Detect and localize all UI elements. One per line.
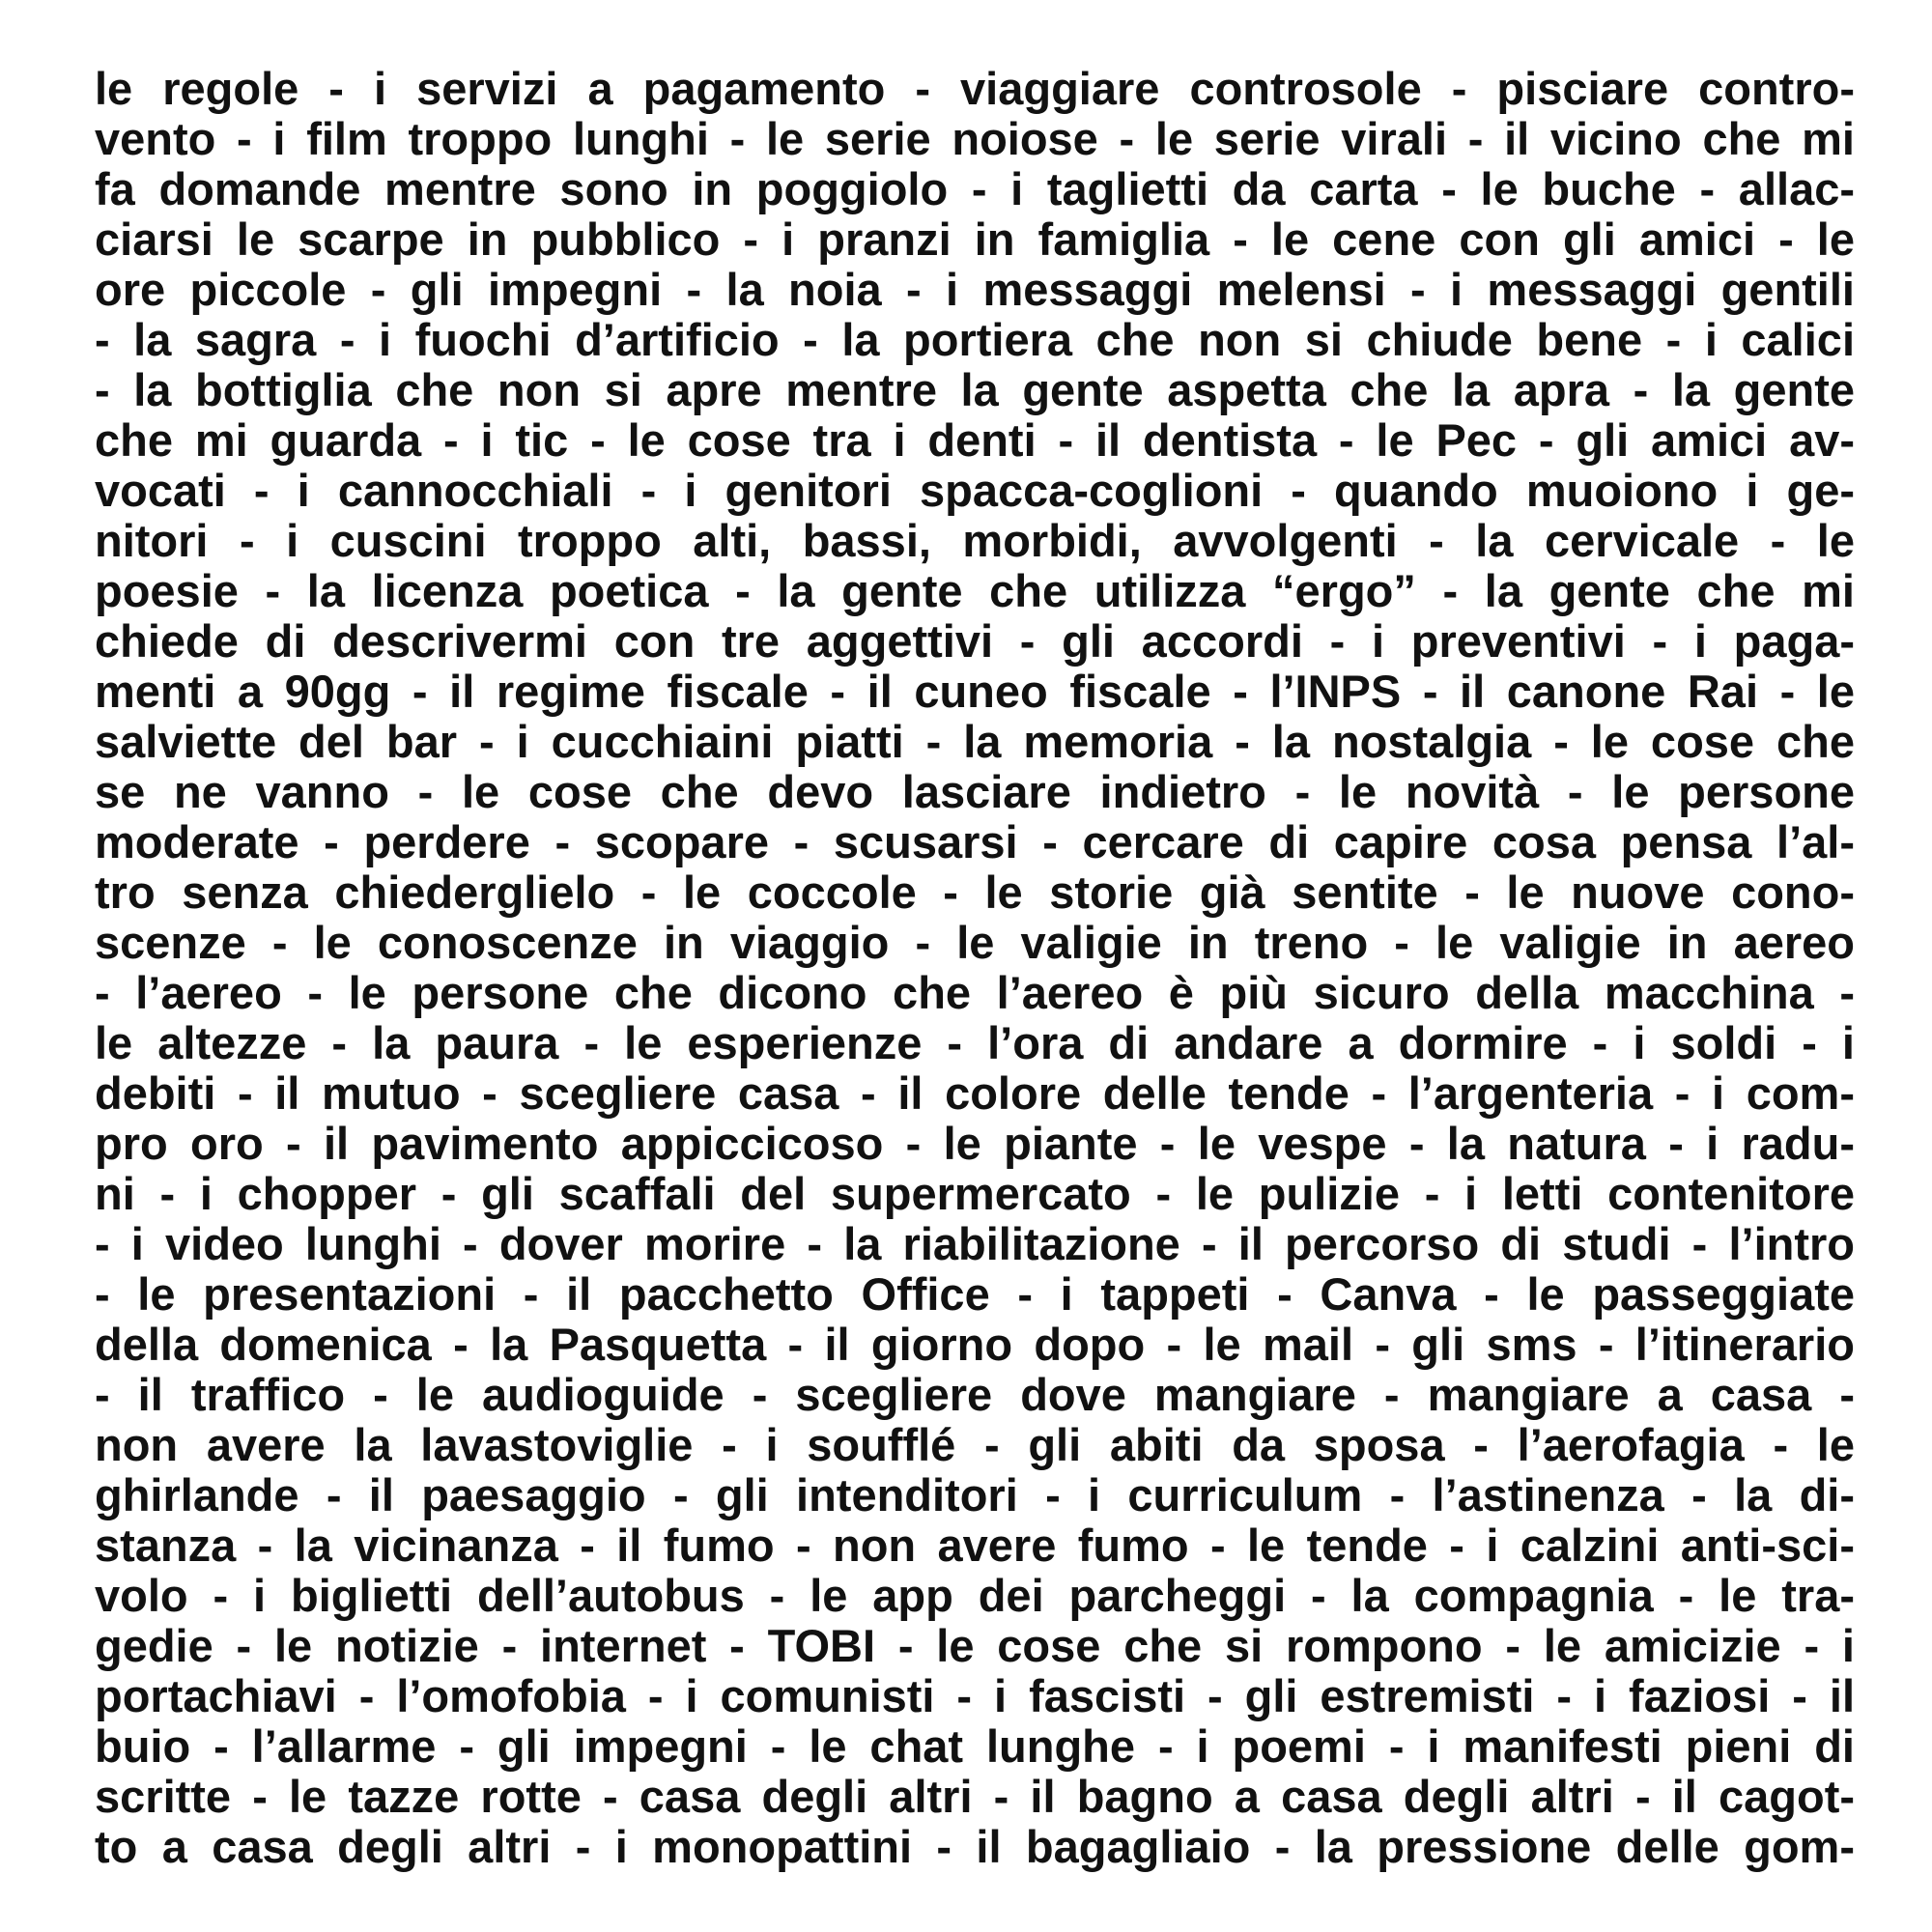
text-line: le regole - i servizi a pagamento - viaggiare controsole - pisciare contro- [95, 64, 1855, 114]
text-line: - l’aereo - le persone che dicono che l’aereo è più sicuro della macchina - [95, 968, 1855, 1018]
text-line: ghirlande - il paesaggio - gli intenditori - i curriculum - l’astinenza - la di- [95, 1470, 1855, 1520]
text-line: salviette del bar - i cucchiaini piatti - la memoria - la nostalgia - le cose che [95, 717, 1855, 767]
list-text-block [95, 64, 1855, 1872]
text-line: se ne vanno - le cose che devo lasciare indietro - le novità - le persone [95, 767, 1855, 817]
text-line: ore piccole - gli impegni - la noia - i messaggi melensi - i messaggi gentili [95, 265, 1855, 315]
text-line: moderate - perdere - scopare - scusarsi - cercare di capire cosa pensa l’al- [95, 817, 1855, 867]
text-line: scenze - le conoscenze in viaggio - le valigie in treno - le valigie in aereo [95, 918, 1855, 968]
text-line: nitori - i cuscini troppo alti, bassi, morbidi, avvolgenti - la cervicale - le [95, 516, 1855, 566]
text-line: scritte - le tazze rotte - casa degli altri - il bagno a casa degli altri - il cagot- [95, 1772, 1855, 1822]
text-line: gedie - le notizie - internet - TOBI - le cose che si rompono - le amicizie - i [95, 1621, 1855, 1671]
text-line: ciarsi le scarpe in pubblico - i pranzi in famiglia - le cene con gli amici - le [95, 214, 1855, 265]
text-line: - le presentazioni - il pacchetto Office - i tappeti - Canva - le passeggiate [95, 1269, 1855, 1320]
text-line: - la bottiglia che non si apre mentre la gente aspetta che la apra - la gente [95, 365, 1855, 415]
text-line: stanza - la vicinanza - il fumo - non avere fumo - le tende - i calzini anti-sci- [95, 1520, 1855, 1571]
text-line: non avere la lavastoviglie - i soufflé - gli abiti da sposa - l’aerofagia - le [95, 1420, 1855, 1470]
text-line: fa domande mentre sono in poggiolo - i taglietti da carta - le buche - allac- [95, 164, 1855, 214]
text-line: ni - i chopper - gli scaffali del supermercato - le pulizie - i letti contenitore [95, 1169, 1855, 1219]
text-line: portachiavi - l’omofobia - i comunisti - i fascisti - gli estremisti - i faziosi - il [95, 1671, 1855, 1721]
text-line: volo - i biglietti dell’autobus - le app dei parcheggi - la compagnia - le tra- [95, 1571, 1855, 1621]
text-line: vocati - i cannocchiali - i genitori spacca-coglioni - quando muoiono i ge- [95, 466, 1855, 516]
text-line: - la sagra - i fuochi d’artificio - la portiera che non si chiude bene - i calici [95, 315, 1855, 365]
text-line: buio - l’allarme - gli impegni - le chat lunghe - i poemi - i manifesti pieni di [95, 1721, 1855, 1772]
text-line: pro oro - il pavimento appiccicoso - le piante - le vespe - la natura - i radu- [95, 1119, 1855, 1169]
text-line: tro senza chiederglielo - le coccole - le storie già sentite - le nuove cono- [95, 867, 1855, 918]
text-line: della domenica - la Pasquetta - il giorno dopo - le mail - gli sms - l’itinerario [95, 1320, 1855, 1370]
text-line: che mi guarda - i tic - le cose tra i denti - il dentista - le Pec - gli amici av- [95, 415, 1855, 466]
text-line: debiti - il mutuo - scegliere casa - il colore delle tende - l’argenteria - i com- [95, 1068, 1855, 1119]
text-line: menti a 90gg - il regime fiscale - il cuneo fiscale - l’INPS - il canone Rai - le [95, 667, 1855, 717]
text-line: chiede di descrivermi con tre aggettivi - gli accordi - i preventivi - i paga- [95, 616, 1855, 667]
text-line: vento - i film troppo lunghi - le serie noiose - le serie virali - il vicino che mi [95, 114, 1855, 164]
text-line: - il traffico - le audioguide - scegliere dove mangiare - mangiare a casa - [95, 1370, 1855, 1420]
text-line: - i video lunghi - dover morire - la riabilitazione - il percorso di studi - l’intro [95, 1219, 1855, 1269]
text-line: le altezze - la paura - le esperienze - l’ora di andare a dormire - i soldi - i [95, 1018, 1855, 1068]
text-line: poesie - la licenza poetica - la gente che utilizza “ergo” - la gente che mi [95, 566, 1855, 616]
text-line: to a casa degli altri - i monopattini - il bagagliaio - la pressione delle gom- [95, 1822, 1855, 1872]
